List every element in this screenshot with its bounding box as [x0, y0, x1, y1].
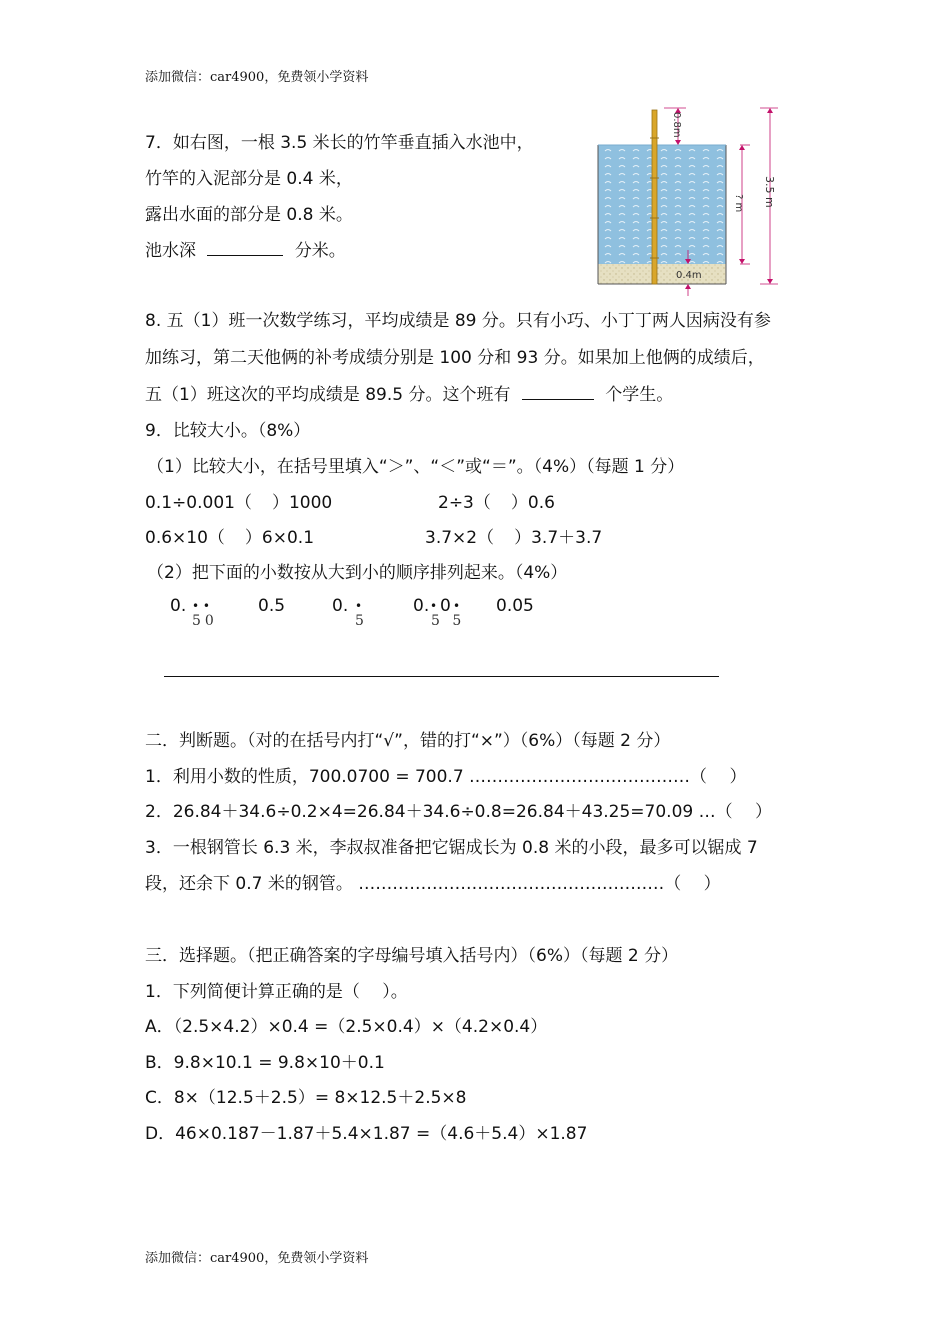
q7-last-prefix: 池水深: [145, 241, 196, 261]
q8-line-1: 8. 五（1）班一次数学练习，平均成绩是 89 分。只有小巧、小丁丁两人因病没有参: [145, 311, 771, 331]
decimal-5: 0.05: [496, 596, 534, 616]
compare-item-2: 2÷3（ ）0.6: [438, 493, 555, 513]
fig-total-label: 3.5 m: [763, 176, 776, 208]
option-a: A．（2.5×4.2）×0.4 =（2.5×0.4）×（4.2×0.4）: [145, 1017, 548, 1037]
section2-title: 二．判断题。（对的在括号内打“√”，错的打“×”）（6%）（每题 2 分）: [145, 731, 671, 751]
judge-item-3-line-1: 3．一根钢管长 6.3 米，李叔叔准备把它锯成长为 0.8 米的小段，最多可以锯成 7: [145, 838, 758, 858]
decimal-4: 0. • 0 • 5 5: [413, 596, 466, 629]
q8-line-2: 加练习，第二天他俩的补考成绩分别是 100 分和 93 分。如果加上他俩的成绩后，: [145, 348, 765, 368]
q8-last-suffix: 个学生。: [605, 385, 674, 405]
page-header: 添加微信：car4900，免费领小学资料: [145, 70, 369, 85]
q7-line-3: 露出水面的部分是 0.8 米。: [145, 205, 353, 225]
q8-line-3: [145, 380, 673, 405]
judge-item-1: 1．利用小数的性质，700.0700 = 700.7 …………………………………（ ）: [145, 767, 747, 787]
q7-line-1: 7．如右图，一根 3.5 米长的竹竿垂直插入水池中，: [145, 133, 534, 153]
fig-mid-label: ? m: [733, 194, 744, 213]
judge-item-3-line-2: 段，还余下 0.7 米的钢管。 ………………………………………………（ ）: [145, 874, 721, 894]
option-d: D．46×0.187－1.87＋5.4×1.87 =（4.6＋5.4）×1.87: [145, 1124, 588, 1144]
bamboo-pool-figure: [590, 98, 790, 298]
fig-mud-label: 0.4m: [676, 270, 702, 281]
q7-answer-blank[interactable]: [207, 241, 283, 256]
option-c: C．8×（12.5＋2.5）= 8×12.5＋2.5×8: [145, 1088, 467, 1108]
q7-line-4: [145, 236, 346, 261]
option-b: B．9.8×10.1 = 9.8×10＋0.1: [145, 1053, 385, 1073]
repeat-dot: •: [355, 599, 363, 613]
judge-item-2: 2．26.84＋34.6÷0.2×4=26.84＋34.6÷0.8=26.84＋43.25=70.09 …（ ）: [145, 802, 773, 822]
order-answer-line[interactable]: [164, 676, 719, 677]
q7-last-suffix: 分米。: [294, 241, 346, 261]
q9-title: 9．比较大小。（8%）: [145, 421, 311, 441]
fig-top-label: 0.8m: [671, 112, 682, 138]
q8-answer-blank[interactable]: [522, 385, 594, 400]
choice-question-1: 1．下列简便计算正确的是（ ）。: [145, 982, 408, 1002]
page-footer: 添加微信：car4900，免费领小学资料: [145, 1251, 369, 1266]
decimal-2: 0.5: [258, 596, 286, 616]
compare-item-1: 0.1÷0.001（ ）1000: [145, 493, 333, 513]
q8-last-prefix: 五（1）班这次的平均成绩是 89.5 分。这个班有: [145, 385, 511, 405]
compare-item-3: 0.6×10（ ）6×0.1: [145, 528, 315, 548]
decimal-3: 0. • 5: [332, 596, 364, 629]
repeat-dots: • •: [192, 599, 210, 613]
q9-part2-title: （2）把下面的小数按从大到小的顺序排列起来。（4%）: [147, 563, 568, 583]
compare-item-4: 3.7×2（ ）3.7＋3.7: [425, 528, 603, 548]
repeat-dot-b: •: [453, 599, 461, 613]
section3-title: 三．选择题。（把正确答案的字母编号填入括号内）（6%）（每题 2 分）: [145, 946, 679, 966]
q7-line-2: 竹竿的入泥部分是 0.4 米，: [145, 169, 353, 189]
repeat-dot-a: •: [430, 599, 438, 613]
q9-part1-title: （1）比较大小，在括号里填入“＞”、“＜”或“＝”。（4%）（每题 1 分）: [147, 457, 685, 477]
decimal-1: 0. • • 50: [170, 596, 218, 629]
